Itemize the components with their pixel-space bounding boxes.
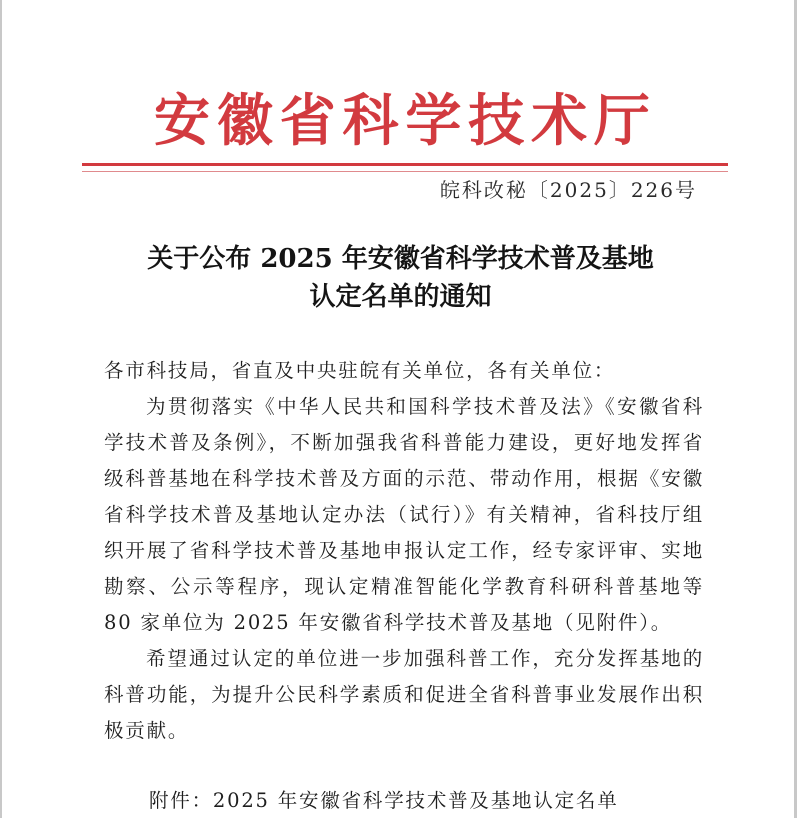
document-title [82, 240, 719, 316]
title-line-2: 认定名单的通知 [309, 282, 492, 312]
masthead-divider-thin [82, 171, 728, 172]
masthead-char: 省 [279, 88, 336, 154]
masthead-char: 术 [531, 88, 588, 154]
salutation: 各市科技局，省直及中央驻皖有关单位，各有关单位： [104, 359, 616, 382]
masthead-divider-thick [82, 163, 728, 166]
body-paragraph-1: 为贯彻落实《中华人民共和国科学技术普及法》《安徽省科学技术普及条例》，不断加强我省科普能力建设，更好地发挥省级科普基地在科学技术普及方面的示范、带动作用，根据《安徽省科学技术普及基地认定办法（试行）》有关精神，省科技厅组织开展了省科学技术普及基地申报认定工作，经专家评审、实地勘察、公示等程序，现认定精准智能化学教育科研科普基地等 80 家单位为 2025 年安徽省科学技术普及基地（见附件）。 [104, 395, 704, 634]
masthead-char: 科 [342, 88, 399, 154]
masthead-char: 徽 [216, 88, 273, 154]
document-body [104, 353, 704, 749]
masthead-org-name [152, 82, 652, 160]
masthead-char: 厅 [593, 88, 650, 154]
attachment-line: 附件：2025 年安徽省科学技术普及基地认定名单 [149, 789, 619, 812]
masthead-char: 安 [154, 88, 210, 154]
masthead-char: 技 [468, 88, 525, 154]
body-paragraph-2: 希望通过认定的单位进一步加强科普工作，充分发挥基地的科普功能，为提升公民科学素质和促进全省科普事业发展作出积极贡献。 [104, 647, 704, 742]
document-number: 皖科改秘〔2025〕226号 [439, 178, 697, 202]
masthead-char: 学 [405, 88, 462, 154]
title-line-1: 关于公布 2025 年安徽省科学技术普及基地 [147, 244, 654, 274]
